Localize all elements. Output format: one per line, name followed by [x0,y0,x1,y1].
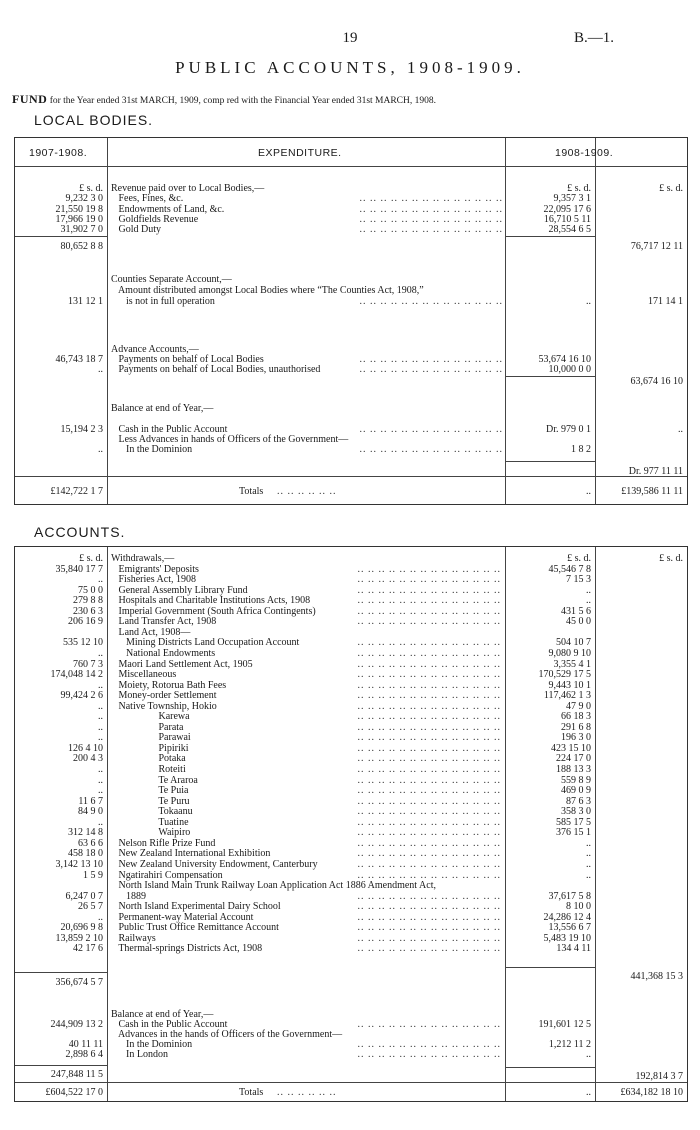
balance-curr-total: 192,814 3 7 [635,1071,683,1082]
column-header-curr: 1908-1909. [555,147,614,159]
row-curr-a: 504 10 7 [556,637,591,648]
leader-dots: .. .. .. .. .. .. .. .. .. .. .. .. .. .. [357,817,501,828]
row-label: is not in full operation [111,296,215,307]
unit-label: £ s. d. [79,183,103,194]
row-prev-value: .. [98,711,103,722]
leader-dots: .. .. .. .. .. .. .. .. .. .. .. .. .. .. [357,595,501,606]
subtotal-rule [505,236,595,237]
leader-dots: .. .. .. .. .. .. .. .. .. .. .. .. .. .. [357,764,501,775]
row-prev-value: 99,424 2 6 [60,690,103,701]
row-prev-value: 458 18 0 [68,848,103,859]
page-subtitle [12,92,436,107]
row-prev-value: 244,909 13 2 [50,1019,103,1030]
row-curr-b: 171 14 1 [648,296,683,307]
withdrawals-curr-total: 441,368 15 3 [630,971,683,982]
row-prev-value: .. [98,722,103,733]
fund-word: FUND [12,92,48,106]
row-label: Emigrants' Deposits [111,564,199,575]
row-label: Thermal-springs Districts Act, 1908 [111,943,263,954]
row-prev-value: 6,247 0 7 [65,891,103,902]
unit-label: £ s. d. [659,553,683,564]
row-curr-a: 45,546 7 8 [548,564,591,575]
subtotal-rule [505,967,595,968]
leader-dots: .. .. .. .. .. .. .. .. .. .. .. .. .. .. [357,743,501,754]
column-divider [107,138,108,504]
leader-dots: .. .. .. .. .. .. .. .. .. .. .. .. .. .. [359,364,503,375]
unit-label: £ s. d. [567,183,591,194]
row-label: General Assembly Library Fund [111,585,248,596]
leader-dots: .. .. .. .. .. .. .. .. .. .. .. .. .. .. [357,796,501,807]
row-curr-a: 7 15 3 [566,574,591,585]
row-prev-value: .. [98,574,103,585]
row-prev-value: .. [98,701,103,712]
row-curr-a: 28,554 6 5 [548,224,591,235]
row-prev-value: 13,859 2 10 [55,933,103,944]
row-prev-value: .. [98,817,103,828]
row-prev-value: 40 11 11 [68,1039,103,1050]
row-label: Counties Separate Account,— [111,274,232,285]
leader-dots: .. .. .. .. .. .. [277,1087,337,1098]
leader-dots: .. .. .. .. .. .. .. .. .. .. .. .. .. .. [357,701,501,712]
row-curr-a: .. [586,848,591,859]
leader-dots: .. .. .. .. .. .. .. .. .. .. .. .. .. .. [357,848,501,859]
row-label: Tokaanu [111,806,193,817]
row-curr-a: 24,286 12 4 [543,912,591,923]
local-bodies-table [14,137,688,505]
unit-label: £ s. d. [567,553,591,564]
accounts-table [14,546,688,1102]
row-prev-value: 760 7 3 [73,659,103,670]
header-rule [15,166,687,167]
totals-label: Totals [239,1087,264,1098]
row-label: In the Dominion [111,444,193,455]
leader-dots: .. .. .. .. .. .. .. .. .. .. .. .. .. .. [357,922,501,933]
row-prev-value: .. [98,912,103,923]
leader-dots: .. .. .. .. .. .. .. .. .. .. .. .. .. .. [357,933,501,944]
subtotal-rule [505,461,595,462]
subtotal-rule [15,1065,107,1066]
row-prev-value: 26 5 7 [78,901,103,912]
sheet-reference: B.—1. [573,30,614,46]
row-curr-a: 45 0 0 [566,616,591,627]
subtitle-text: for the Year ended 31st MARCH, 1909, comp red with the Financial Year ended 31st MARCH, 1908. [47,96,436,106]
row-curr-a: 431 5 6 [561,606,591,617]
row-prev-value: 46,743 18 7 [55,354,103,365]
row-prev-value: 15,194 2 3 [60,424,103,435]
row-prev-value: 126 4 10 [68,743,103,754]
row-curr-a: 585 17 5 [556,817,591,828]
row-label: In the Dominion [111,1039,193,1050]
row-curr-a: 559 8 9 [561,775,591,786]
row-label: Maori Land Settlement Act, 1905 [111,659,253,670]
row-prev-value: 206 16 9 [68,616,103,627]
column-divider [505,138,506,504]
row-prev-value: 21,550 19 8 [55,204,103,215]
row-label: Fees, Fines, &c. [111,193,184,204]
row-prev-value: 31,902 7 0 [60,224,103,235]
leader-dots: .. .. .. .. .. .. .. .. .. .. .. .. .. .. [357,943,501,954]
total-prev: £604,522 17 0 [45,1087,103,1098]
row-curr-a: 224 17 0 [556,753,591,764]
row-label: Te Puia [111,785,189,796]
subtotal-rule [15,236,107,237]
row-curr-a: .. [586,585,591,596]
total-curr-b: £139,586 11 11 [621,486,683,497]
leader-dots: .. .. .. .. .. .. .. .. .. .. .. .. .. .. [357,870,501,881]
row-label: Endowments of Land, &c. [111,204,225,215]
leader-dots: .. .. .. .. .. .. .. .. .. .. .. .. .. .. [357,753,501,764]
row-curr-a: 87 6 3 [566,796,591,807]
total-curr-a: .. [586,1087,591,1098]
leader-dots: .. .. .. .. .. .. .. .. .. .. .. .. .. .. [357,585,501,596]
leader-dots: .. .. .. .. .. .. .. .. .. .. .. .. .. .. [357,616,501,627]
row-curr-b: 76,717 12 11 [630,241,683,252]
row-curr-a: 170,529 17 5 [538,669,591,680]
row-label: Tuatine [111,817,189,828]
row-curr-b: .. [678,424,683,435]
row-prev-value: 84 9 0 [78,806,103,817]
leader-dots: .. .. .. .. .. .. .. .. .. .. .. .. .. .. [357,564,501,575]
row-prev-value: 174,048 14 2 [50,669,103,680]
unit-label: £ s. d. [659,183,683,194]
row-prev-value: .. [98,764,103,775]
row-prev-value: 535 12 10 [63,637,103,648]
leader-dots: .. .. .. .. .. .. .. .. .. .. .. .. .. .. [357,574,501,585]
row-label: Amount distributed amongst Local Bodies where “The Counties Act, 1908,” [111,285,424,296]
row-curr-a: Dr. 979 0 1 [546,424,591,435]
row-curr-a: 10,000 0 0 [548,364,591,375]
row-label: Less Advances in hands of Officers of the Government— [111,434,349,445]
row-label: Revenue paid over to Local Bodies,— [111,183,265,194]
leader-dots: .. .. .. .. .. .. .. .. .. .. .. .. .. .. [359,296,503,307]
row-prev-value: 2,898 6 4 [65,1049,103,1060]
row-label: Goldfields Revenue [111,214,199,225]
leader-dots: .. .. .. .. .. .. .. .. .. .. .. .. .. .. [357,859,501,870]
leader-dots: .. .. .. .. .. .. .. .. .. .. .. .. .. .. [359,204,503,215]
row-curr-a: 13,556 6 7 [548,922,591,933]
row-curr-a: 9,443 10 1 [548,680,591,691]
row-label: National Endowments [111,648,216,659]
row-label: Karewa [111,711,190,722]
leader-dots: .. .. .. .. .. .. .. .. .. .. .. .. .. .. [359,424,503,435]
leader-dots: .. .. .. .. .. .. .. .. .. .. .. .. .. .. [359,214,503,225]
row-label: Te Araroa [111,775,198,786]
row-label: Mining Districts Land Occupation Account [111,637,300,648]
row-curr-a: 358 3 0 [561,806,591,817]
row-prev-value: 3,142 13 10 [55,859,103,870]
row-label: Ngatirahiri Compensation [111,870,223,881]
row-curr-a: 188 13 3 [556,764,591,775]
row-label: In London [111,1049,168,1060]
row-curr-a: 3,355 4 1 [553,659,591,670]
leader-dots: .. .. .. .. .. .. .. .. .. .. .. .. .. .. [359,354,503,365]
page-number: 19 [342,30,358,46]
accounts-heading: ACCOUNTS. [34,524,126,540]
leader-dots: .. .. .. .. .. .. .. .. .. .. .. .. .. .. [357,1019,501,1030]
total-prev: £142,722 1 7 [50,486,103,497]
leader-dots: .. .. .. .. .. .. .. .. .. .. .. .. .. .. [357,891,501,902]
row-prev-value: 63 6 6 [78,838,103,849]
row-label: Parawai [111,732,191,743]
row-label: Money-order Settlement [111,690,217,701]
row-curr-a: 37,617 5 8 [548,891,591,902]
row-label: New Zealand University Endowment, Canterbury [111,859,318,870]
row-curr-a: 9,080 9 10 [548,648,591,659]
row-label: Parata [111,722,184,733]
row-label: Payments on behalf of Local Bodies, unauthorised [111,364,321,375]
row-prev-value: 9,232 3 0 [65,193,103,204]
column-divider [107,547,108,1101]
row-label: Railways [111,933,156,944]
row-curr-a: 117,462 1 3 [543,690,591,701]
leader-dots: .. .. .. .. .. .. .. .. .. .. .. .. .. .. [357,606,501,617]
row-prev-value: .. [98,680,103,691]
row-label: Cash in the Public Account [111,1019,228,1030]
row-label: Cash in the Public Account [111,424,228,435]
totals-rule [15,476,687,477]
row-label: Roteiti [111,764,186,775]
leader-dots: .. .. .. .. .. .. .. .. .. .. .. .. .. .. [357,1039,501,1050]
leader-dots: .. .. .. .. .. .. .. .. .. .. .. .. .. .. [357,1049,501,1060]
row-prev-value: 312 14 8 [68,827,103,838]
row-prev-value: .. [98,364,103,375]
row-label: Payments on behalf of Local Bodies [111,354,264,365]
leader-dots: .. .. .. .. .. .. .. .. .. .. .. .. .. .. [357,637,501,648]
row-label: Miscellaneous [111,669,177,680]
row-curr-a: .. [586,838,591,849]
row-curr-a: 16,710 5 11 [543,214,591,225]
row-label: Advances in the hands of Officers of the Government— [111,1029,343,1040]
leader-dots: .. .. .. .. .. .. .. .. .. .. .. .. .. .. [357,806,501,817]
leader-dots: .. .. .. .. .. .. .. .. .. .. .. .. .. .. [357,659,501,670]
total-curr-a: .. [586,486,591,497]
row-label: Gold Duty [111,224,161,235]
leader-dots: .. .. .. .. .. .. .. .. .. .. .. .. .. .. [357,838,501,849]
row-label: Fisheries Act, 1908 [111,574,196,585]
column-header-expenditure: EXPENDITURE. [258,147,342,159]
balance-prev-total: 247,848 11 5 [50,1069,103,1080]
row-prev-value: 80,652 8 8 [60,241,103,252]
row-label: Public Trust Office Remittance Account [111,922,279,933]
row-label: New Zealand International Exhibition [111,848,271,859]
row-curr-a: 469 0 9 [561,785,591,796]
column-divider [595,547,596,1101]
unit-label: £ s. d. [79,553,103,564]
column-divider [505,547,506,1101]
row-prev-value: 1 5 9 [83,870,103,881]
row-label: 1889 [111,891,146,902]
row-curr-a: 53,674 16 10 [538,354,591,365]
subtotal-rule [15,972,107,973]
row-curr-a: 22,095 17 6 [543,204,591,215]
row-prev-value: 17,966 19 0 [55,214,103,225]
leader-dots: .. .. .. .. .. .. .. .. .. .. .. .. .. .. [357,775,501,786]
row-label: Balance at end of Year,— [111,1009,214,1020]
subtotal-rule [505,1067,595,1068]
column-divider [595,138,596,504]
row-prev-value: .. [98,444,103,455]
row-label: North Island Main Trunk Railway Loan Application Act 1886 Amendment Act, [111,880,436,891]
row-curr-a: 423 15 10 [551,743,591,754]
row-curr-a: .. [586,870,591,881]
row-curr-b: 63,674 16 10 [630,376,683,387]
row-curr-a: 134 4 11 [556,943,591,954]
subtotal-rule [505,376,595,377]
leader-dots: .. .. .. .. .. .. [277,486,337,497]
total-curr-b: £634,182 18 10 [620,1087,683,1098]
row-prev-value: .. [98,648,103,659]
leader-dots: .. .. .. .. .. .. .. .. .. .. .. .. .. .. [357,912,501,923]
row-prev-value: 131 12 1 [68,296,103,307]
row-label: Balance at end of Year,— [111,403,214,414]
row-prev-value: .. [98,775,103,786]
leader-dots: .. .. .. .. .. .. .. .. .. .. .. .. .. .. [359,444,503,455]
row-label: Native Township, Hokio [111,701,217,712]
leader-dots: .. .. .. .. .. .. .. .. .. .. .. .. .. .. [359,224,503,235]
row-prev-value: 20,696 9 8 [60,922,103,933]
row-label: Pipiriki [111,743,189,754]
row-label: Advance Accounts,— [111,344,199,355]
row-curr-a: 191,601 12 5 [538,1019,591,1030]
row-label: Moiety, Rotorua Bath Fees [111,680,227,691]
row-curr-a: .. [586,595,591,606]
row-label: Hospitals and Charitable Institutions Acts, 1908 [111,595,311,606]
row-prev-value: 11 6 7 [78,796,103,807]
row-label: Permanent-way Material Account [111,912,254,923]
leader-dots: .. .. .. .. .. .. .. .. .. .. .. .. .. .. [357,827,501,838]
row-curr-a: 376 15 1 [556,827,591,838]
leader-dots: .. .. .. .. .. .. .. .. .. .. .. .. .. .. [359,193,503,204]
leader-dots: .. .. .. .. .. .. .. .. .. .. .. .. .. .. [357,669,501,680]
row-label: Imperial Government (South Africa Contingents) [111,606,316,617]
row-label: Land Transfer Act, 1908 [111,616,217,627]
row-label: Land Act, 1908— [111,627,191,638]
withdrawals-prev-total: 356,674 5 7 [55,977,103,988]
row-curr-a: 196 3 0 [561,732,591,743]
leader-dots: .. .. .. .. .. .. .. .. .. .. .. .. .. .. [357,680,501,691]
row-curr-a: 291 6 8 [561,722,591,733]
row-curr-a: 9,357 3 1 [553,193,591,204]
row-prev-value: 42 17 6 [73,943,103,954]
leader-dots: .. .. .. .. .. .. .. .. .. .. .. .. .. .. [357,732,501,743]
row-curr-a: .. [586,1049,591,1060]
leader-dots: .. .. .. .. .. .. .. .. .. .. .. .. .. .. [357,785,501,796]
leader-dots: .. .. .. .. .. .. .. .. .. .. .. .. .. .. [357,648,501,659]
leader-dots: .. .. .. .. .. .. .. .. .. .. .. .. .. .. [357,711,501,722]
row-curr-a: 5,483 19 10 [543,933,591,944]
row-prev-value: 35,840 17 7 [55,564,103,575]
leader-dots: .. .. .. .. .. .. .. .. .. .. .. .. .. .. [357,901,501,912]
row-curr-a: 8 10 0 [566,901,591,912]
column-header-prev: 1907-1908. [29,147,88,159]
row-prev-value: 200 4 3 [73,753,103,764]
row-label: Te Puru [111,796,190,807]
row-prev-value: 230 6 3 [73,606,103,617]
row-curr-a: 47 9 0 [566,701,591,712]
row-prev-value: .. [98,785,103,796]
row-label: Withdrawals,— [111,553,175,564]
row-curr-b: Dr. 977 11 11 [628,466,683,477]
row-prev-value: 279 8 8 [73,595,103,606]
leader-dots: .. .. .. .. .. .. .. .. .. .. .. .. .. .. [357,690,501,701]
row-label: North Island Experimental Dairy School [111,901,281,912]
row-curr-a: 1 8 2 [571,444,591,455]
leader-dots: .. .. .. .. .. .. .. .. .. .. .. .. .. .. [357,722,501,733]
totals-rule [15,1082,687,1083]
row-curr-a: .. [586,296,591,307]
row-label: Waipiro [111,827,191,838]
row-label: Potaka [111,753,186,764]
row-prev-value: 75 0 0 [78,585,103,596]
totals-label: Totals [239,486,264,497]
row-label: Nelson Rifle Prize Fund [111,838,216,849]
row-curr-a: 66 18 3 [561,711,591,722]
page-title: PUBLIC ACCOUNTS, 1908-1909. [175,58,525,77]
local-bodies-heading: LOCAL BODIES. [34,112,154,128]
row-curr-a: 1,212 11 2 [548,1039,591,1050]
row-curr-a: .. [586,859,591,870]
row-prev-value: .. [98,732,103,743]
